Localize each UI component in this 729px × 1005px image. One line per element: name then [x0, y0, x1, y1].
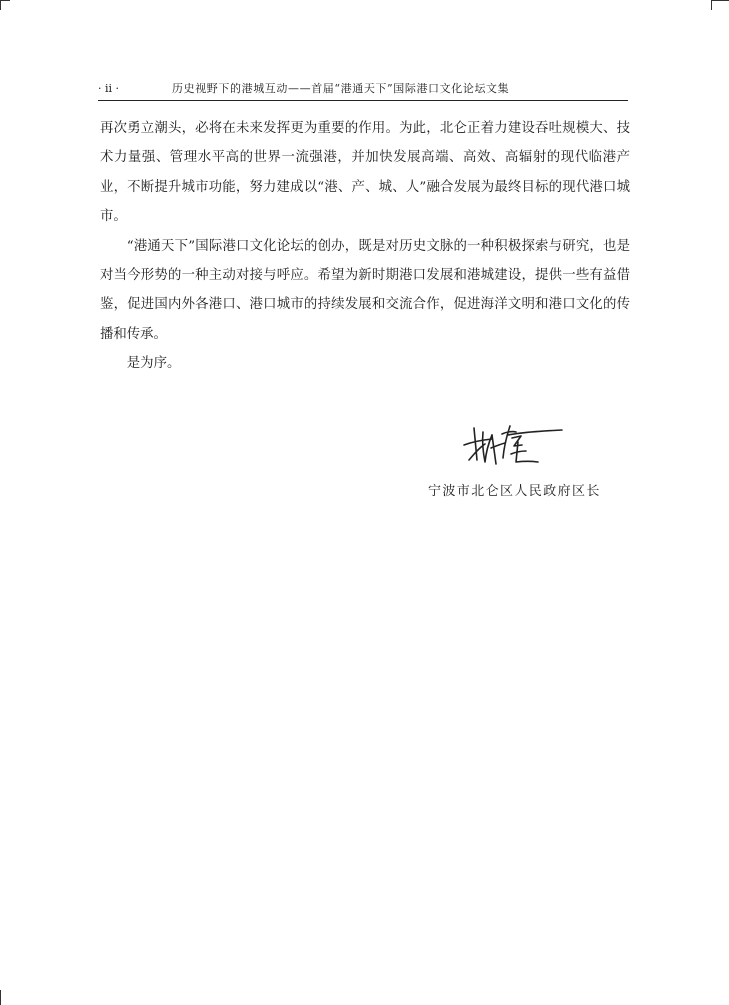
- header-rule: [98, 100, 628, 101]
- paragraph: 再次勇立潮头，必将在未来发挥更为重要的作用。为此，北仑正着力建设吞吐规模大、技术力量强、管理水平高的世界一流强港，并加快发展高端、高效、高辐射的现代临港产业，不断提升城市功能，努力建成以“港、产、城、人”融合发展为最终目标的现代港口城市。: [100, 121, 630, 225]
- book-title: 历史视野下的港城互动——首届“港通天下”国际港口文化论坛文集: [172, 82, 510, 95]
- crop-mark-top-left-v: [0, 0, 1, 10]
- paragraph: “港通天下”国际港口文化论坛的创办，既是对历史文脉的一种积极探索与研究，也是对当今形势的一种主动对接与呼应。希望为新时期港口发展和港城建设，提供一些有益借鉴，促进国内外各港口、港口城市的持续发展和交流合作，促进海洋文明和港口文化的传播和传承。: [100, 238, 630, 342]
- handwritten-signature: [458, 420, 568, 470]
- signatory-title: 宁波市北仑区人民政府区长: [428, 484, 601, 499]
- crop-mark-top-right: [711, 0, 712, 10]
- crop-mark-bottom-left: [0, 990, 1, 1005]
- body-text: [100, 114, 630, 379]
- crop-mark-top-right-h: [711, 0, 729, 1]
- paragraph: 是为序。: [126, 356, 181, 372]
- running-header: [98, 80, 628, 98]
- crop-mark-top-left: [0, 0, 10, 1]
- page-number: · ii ·: [98, 82, 120, 95]
